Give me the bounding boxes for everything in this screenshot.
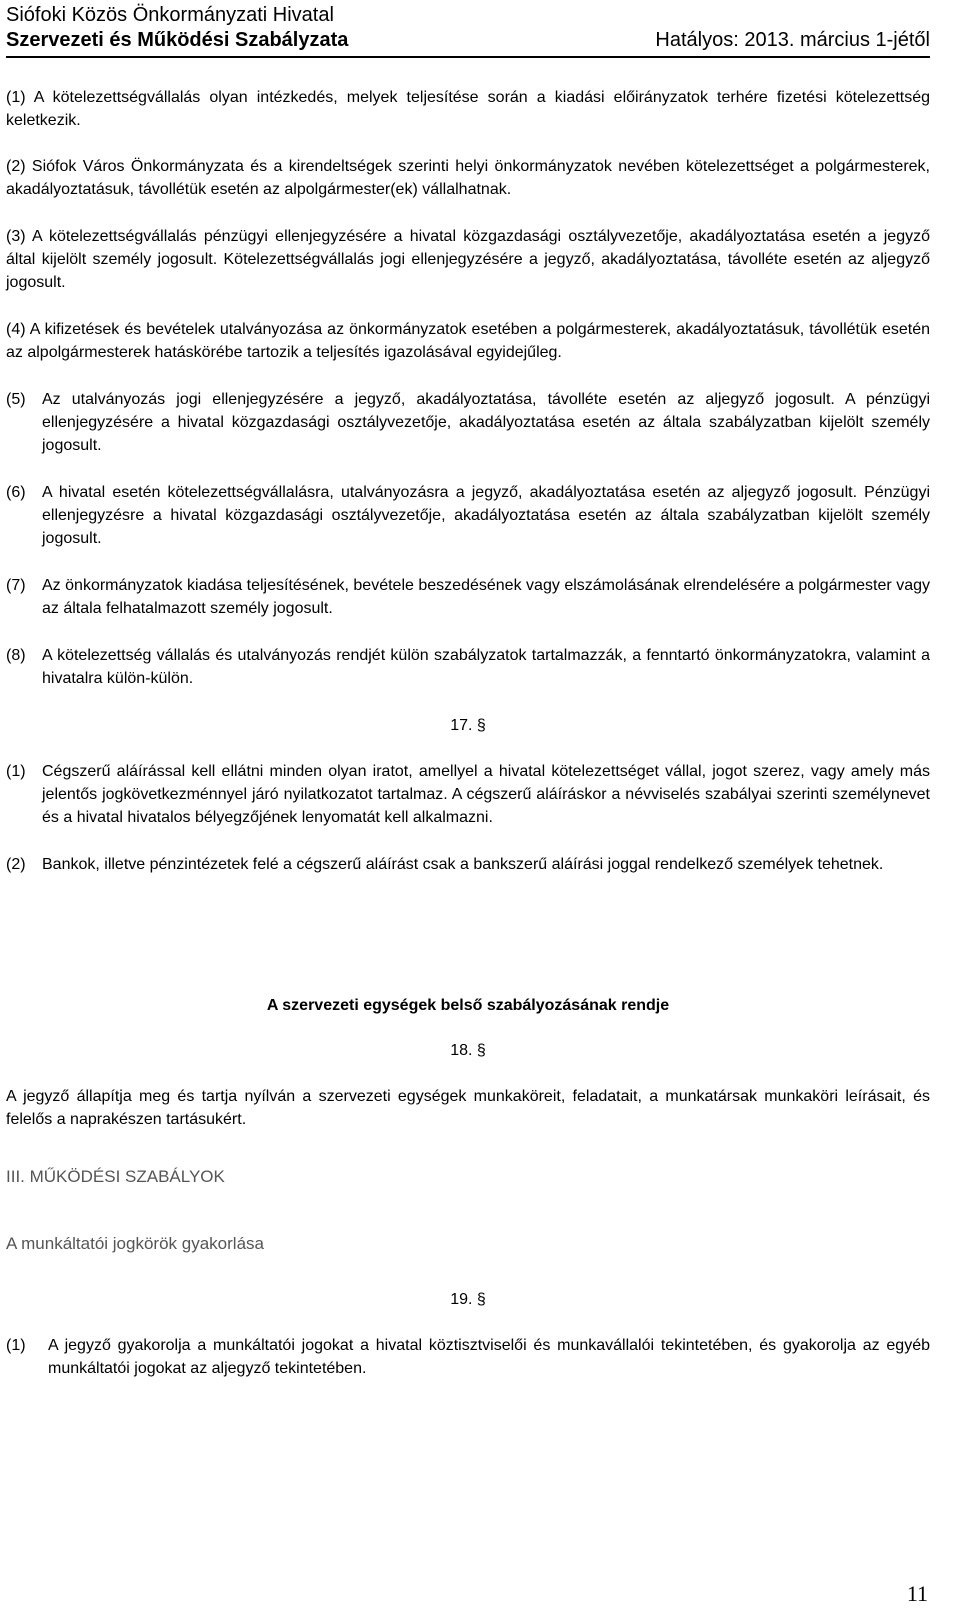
para16-8: (8) A kötelezettség vállalás és utalványozás rendjét külön szabályzatok tartalmazzák, a fenntartó önkormányzatokra, valamint a hivatalra külön-külön.	[6, 647, 930, 687]
para16-7: (7) Az önkormányzatok kiadása teljesítésének, bevétele beszedésének vagy elszámolásának elrendelésére a polgármester vagy az általa felhatalmazott személy jogosult.	[6, 577, 930, 617]
section-17: 17. §	[450, 717, 486, 734]
page-header	[6, 2, 930, 52]
para16-5: (5) Az utalványozás jogi ellenjegyzésére a jegyző, akadályoztatása, távolléte esetén az aljegyző jogosult. A pénzügyi ellenjegyzésére a hivatal közgazdasági osztályvezetője, akadályoztatása esetén az általa szabályzatban kijelölt személy jogosult.	[6, 391, 930, 454]
para16-3: (3) A kötelezettségvállalás pénzügyi ellenjegyzésére a hivatal közgazdasági osztályvezetője, akadályoztatása esetén a jegyző által kijelölt személy jogosult. Kötelezettségvállalás jogi ellenjegyzésére a jegyző, akadályoztatása, távolléte esetén az aljegyző jogosult.	[6, 228, 931, 291]
para16-4: (4) A kifizetések és bevételek utalványozása az önkormányzatok esetében a polgármesterek, akadályoztatásuk, távollétük esetén az alpolgármesterek hatáskörébe tartozik a teljesítés igazolásával egyidejűleg.	[6, 321, 930, 361]
page-content	[6, 66, 930, 1380]
org-name: Siófoki Közös Önkormányzati Hivatal	[6, 4, 334, 26]
doc-title: Szervezeti és Működési Szabályzata	[6, 29, 349, 51]
para16-2: (2) Siófok Város Önkormányzata és a kirendeltségek szerinti helyi önkormányzatok nevében kötelezettséget a polgármesterek, akadályoztatásuk, távollétük esetén az alpolgármester(ek) vállalhatnak.	[6, 158, 930, 198]
effective-date: Hatályos: 2013. március 1-jétől	[655, 29, 930, 51]
heading-employer: A munkáltatói jogkörök gyakorlása	[6, 1234, 264, 1253]
para19-1: (1) A jegyző gyakorolja a munkáltatói jogokat a hivatal köztisztviselői és munkavállalói tekintetében, és gyakorolja az egyéb munkáltatói jogokat az aljegyző tekintetében.	[6, 1337, 930, 1377]
page-number: 11	[906, 1581, 928, 1606]
para17-1: (1) Cégszerű aláírással kell ellátni minden olyan iratot, amellyel a hivatal kötelezettséget vállal, jogot szerez, vagy amely más jelentős jogkövetkezménnyel járó nyilatkozatot tartalmaz. A cégszerű aláíráskor a névviselés szabályai szerinti személynevet és a hivatal hivatalos bélyegzőjének lenyomatát kell alkalmazni.	[6, 763, 930, 826]
section-19: 19. §	[450, 1291, 486, 1308]
para16-6: (6) A hivatal esetén kötelezettségvállalásra, utalványozásra a jegyző, akadályoztatása esetén az aljegyző jogosult. Pénzügyi ellenjegyzésre a hivatal közgazdasági osztályvezetője, akadályoztatása esetén az általa szabályzatban kijelölt személy jogosult.	[6, 484, 930, 547]
para16-1: (1) A kötelezettségvállalás olyan intézkedés, melyek teljesítése során a kiadási előirányzatok terhére fizetési kötelezettség keletkezik.	[6, 89, 931, 129]
header-rule	[6, 56, 930, 58]
para18: A jegyző állapítja meg és tartja nyílván a szervezeti egységek munkaköreit, feladatait, a munkatársak munkaköri leírásait, és felelős a naprakészen tartásukért.	[6, 1088, 930, 1128]
section-18: 18. §	[450, 1042, 486, 1059]
para17-2: (2) Bankok, illetve pénzintézetek felé a cégszerű aláírást csak a bankszerű aláírási joggal rendelkező személyek tehetnek.	[6, 856, 884, 873]
header-row	[6, 28, 930, 52]
heading-units: A szervezeti egységek belső szabályozásának rendje	[266, 997, 670, 1014]
heading-part3: III. MŰKÖDÉSI SZABÁLYOK	[6, 1167, 225, 1186]
